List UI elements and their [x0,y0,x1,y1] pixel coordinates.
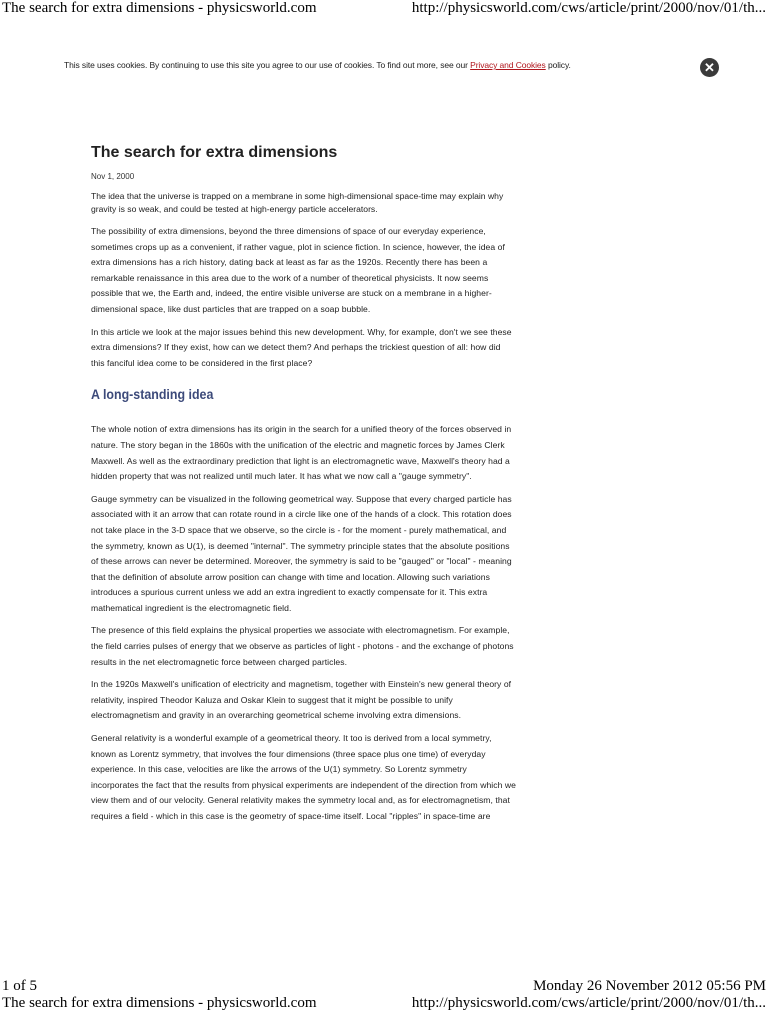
print-footer-title: The search for extra dimensions - physicsworld.com [2,995,317,1011]
article-title: The search for extra dimensions [91,144,338,161]
paragraph: The possibility of extra dimensions, beyond the three dimensions of space of our everyday experience, sometimes crops up as a convenient, if rather vague, plot in science fiction. In science, however, the idea of extra dimensions has a rich history, dating back at least as far as the 1920s. Recently there has been a remarkable renaissance in this area due to the work of a number of theoretical physicists. It now seems possible that we, the Earth and, indeed, the entire visible universe are stuck on a membrane in a higher-dimensional space, like dust particles that are trapped on a soap bubble. [91,226,505,314]
article [91,140,516,832]
paragraph: The whole notion of extra dimensions has its origin in the search for a unified theory of the forces observed in nature. The story began in the 1860s with the unification of the electric and magnetic forces by James Clerk Maxwell. As well as the extraordinary prediction that light is an electromagnetic wave, Maxwell's theory had a hidden property that was not realized until much later. It has what we now call a "gauge symmetry". [91,424,512,482]
paragraph: The presence of this field explains the physical properties we associate with electromagnetism. For example, the field carries pulses of energy that we observe as particles of light - photons - and the exchange of photons results in the net electromagnetic force between charged particles. [91,625,514,667]
print-footer-url: http://physicsworld.com/cws/article/print/2000/nov/01/th... [411,995,766,1011]
paragraph: In this article we look at the major issues behind this new development. Why, for example, don't we see these extra dimensions? If they exist, how can we detect them? And perhaps the trickiest question of all: how did this fanciful idea come to be considered in the first place? [91,326,512,368]
paragraph: In the 1920s Maxwell's unification of electricity and magnetism, together with Einstein's new general theory of relativity, inspired Theodor Kaluza and Oskar Klein to suggest that it might be possible to unify electromagnetism and gravity in an overarching geometrical scheme involving extra dimensions. [91,679,512,721]
cookie-notice-text-end: policy. [545,60,571,70]
close-icon[interactable]: ✕ [700,58,719,77]
print-footer-row [0,995,768,1013]
print-timestamp: Monday 26 November 2012 05:56 PM [533,978,766,994]
print-header-title: The search for extra dimensions - physicsworld.com [2,0,317,16]
paragraph: Gauge symmetry can be visualized in the following geometrical way. Suppose that every charged particle has associated with it an arrow that can rotate round in a circle like one of the hands of a clock. This rotation does not take place in the 3-D space that we observe, so the circle is - for the moment - purely mathematical, and the symmetry, known as U(1), is deemed "internal". The symmetry principle states that the absolute positions of these arrows can never be determined. Moreover, the symmetry is said to be "gauged" or "local" - meaning that the definition of absolute arrow position can change with time and location. Allowing such variations introduces a spurious current unless we add an extra ingredient to exactly compensate for it. This extra mathematical ingredient is the electromagnetic field. [91,493,512,613]
cookie-notice [64,60,704,76]
section-heading: A long-standing idea [91,387,214,403]
print-footer-row [0,978,768,996]
page-count: 1 of 5 [2,978,37,994]
privacy-cookies-link[interactable]: Privacy and Cookies [470,60,546,70]
print-header [0,0,768,20]
print-footer [0,978,768,1024]
cookie-notice-text: This site uses cookies. By continuing to use this site you agree to our use of cookies. To find out more, see our [64,60,471,70]
article-date: Nov 1, 2000 [91,172,135,181]
article-lede: The idea that the universe is trapped on a membrane in some high-dimensional space-time may explain why gravity is so weak, and could be tested at high-energy particle accelerators. [91,191,504,214]
paragraph: General relativity is a wonderful example of a geometrical theory. It too is derived from a local symmetry, known as Lorentz symmetry, that involves the four dimensions (three space plus one time) of everyday experience. In this case, velocities are like the arrows of the U(1) symmetry. So Lorentz symmetry incorporates the fact that the results from physical experiments are independent of the direction from which we view them and of our velocity. General relativity makes the symmetry local and, as for electromagnetism, that requires a field - which in this case is the geometry of space-time itself. Local "ripples" in space-time are [91,733,516,821]
print-header-url: http://physicsworld.com/cws/article/print/2000/nov/01/th... [411,0,766,16]
